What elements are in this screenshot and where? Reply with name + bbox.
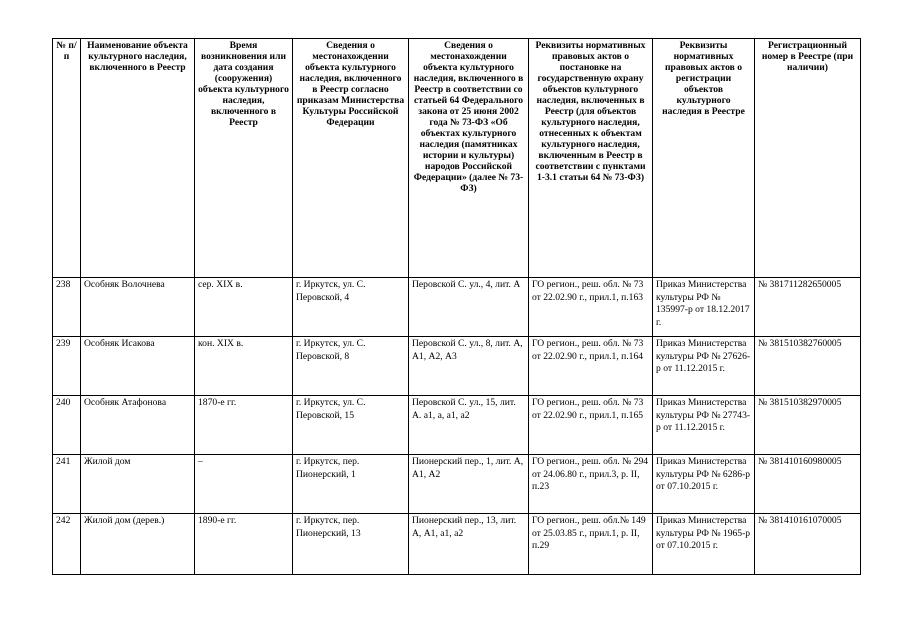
cell-reg-number: № 381510382760005 <box>755 337 861 396</box>
header-date: Время возникновения или дата создания (сооружения) объекта культурного наследия, включенного в Реестр <box>195 39 293 278</box>
cell-date: 1870-е гг. <box>195 396 293 455</box>
cell-reg-number: № 381410160980005 <box>755 455 861 514</box>
table-row <box>53 278 861 337</box>
table-row <box>53 396 861 455</box>
cell-location-73fz: Пионерский пер., 13, лит. А, А1, а1, а2 <box>409 514 529 575</box>
cell-registration-act: Приказ Министерства культуры РФ № 135997-р от 18.12.2017 г. <box>653 278 755 337</box>
cell-date: 1890-е гг. <box>195 514 293 575</box>
header-registration-act: Реквизиты нормативных правовых актов о регистрации объектов культурного наследия в Реестре <box>653 39 755 278</box>
cell-name: Особняк Исакова <box>81 337 195 396</box>
cell-protection-act: ГО регион., реш. обл.№ 149 от 25.03.85 г., прил.1, р. II, п.29 <box>529 514 653 575</box>
header-protection-act: Реквизиты нормативных правовых актов о постановке на государственную охрану объектов культурного наследия, включенных в Реестр (для объектов культурного наследия, отнесенных к объектам культурного наследия, включенным в Реестр в соответствии с пунктами 1-3.1 статьи 64 № 73-ФЗ) <box>529 39 653 278</box>
header-location-mk: Сведения о местонахождении объекта культурного наследия, включенного в Реестр согласно приказам Министерства Культуры Российской Федерации <box>293 39 409 278</box>
cell-location-mk: г. Иркутск, ул. С. Перовской, 4 <box>293 278 409 337</box>
cell-location-73fz: Перовской С. ул., 4, лит. А <box>409 278 529 337</box>
document-page <box>52 38 861 575</box>
cell-date: кон. XIX в. <box>195 337 293 396</box>
cell-protection-act: ГО регион., реш. обл. № 73 от 22.02.90 г., прил.1, п.164 <box>529 337 653 396</box>
cell-location-73fz: Перовской С. ул., 8, лит. А, А1, А2, А3 <box>409 337 529 396</box>
table-header-row <box>53 39 861 278</box>
table-row <box>53 514 861 575</box>
cell-location-73fz: Перовской С. ул., 15, лит. А. а1, а, а1, а2 <box>409 396 529 455</box>
cell-date: – <box>195 455 293 514</box>
cell-location-mk: г. Иркутск, пер. Пионерский, 13 <box>293 514 409 575</box>
table-row <box>53 337 861 396</box>
cell-registration-act: Приказ Министерства культуры РФ № 6286-р от 07.10.2015 г. <box>653 455 755 514</box>
cell-name: Особняк Атафонова <box>81 396 195 455</box>
cell-location-73fz: Пионерский пер., 1, лит. А, А1, А2 <box>409 455 529 514</box>
cell-registration-act: Приказ Министерства культуры РФ № 27626-р от 11.12.2015 г. <box>653 337 755 396</box>
cell-num: 239 <box>53 337 81 396</box>
cell-name: Жилой дом (дерев.) <box>81 514 195 575</box>
cell-num: 238 <box>53 278 81 337</box>
cell-location-mk: г. Иркутск, ул. С. Перовской, 15 <box>293 396 409 455</box>
cell-reg-number: № 381510382970005 <box>755 396 861 455</box>
cell-protection-act: ГО регион., реш. обл. № 73 от 22.02.90 г., прил.1, п.163 <box>529 278 653 337</box>
cell-name: Особняк Волочнева <box>81 278 195 337</box>
header-reg-number: Регистрационный номер в Реестре (при наличии) <box>755 39 861 278</box>
table-row <box>53 455 861 514</box>
header-num: № п/п <box>53 39 81 278</box>
cell-location-mk: г. Иркутск, ул. С. Перовской, 8 <box>293 337 409 396</box>
cell-num: 242 <box>53 514 81 575</box>
cell-name: Жилой дом <box>81 455 195 514</box>
cell-registration-act: Приказ Министерства культуры РФ № 1965-р от 07.10.2015 г. <box>653 514 755 575</box>
cell-reg-number: № 381711282650005 <box>755 278 861 337</box>
cell-num: 241 <box>53 455 81 514</box>
cell-protection-act: ГО регион., реш. обл. № 294 от 24.06.80 г., прил.3, р. II, п.23 <box>529 455 653 514</box>
heritage-registry-table <box>52 38 861 575</box>
header-location-73fz: Сведения о местонахождении объекта культурного наследия, включенного в Реестр в соответствии со статьей 64 Федерального закона от 25 июня 2002 года № 73-ФЗ «Об объектах культурного наследия (памятниках истории и культуры) народов Российской Федерации» (далее № 73-ФЗ) <box>409 39 529 278</box>
cell-location-mk: г. Иркутск, пер. Пионерский, 1 <box>293 455 409 514</box>
cell-date: сер. XIX в. <box>195 278 293 337</box>
cell-reg-number: № 381410161070005 <box>755 514 861 575</box>
cell-registration-act: Приказ Министерства культуры РФ № 27743-р от 11.12.2015 г. <box>653 396 755 455</box>
header-name: Наименование объекта культурного наследия, включенного в Реестр <box>81 39 195 278</box>
cell-num: 240 <box>53 396 81 455</box>
cell-protection-act: ГО регион., реш. обл. № 73 от 22.02.90 г., прил.1, п.165 <box>529 396 653 455</box>
